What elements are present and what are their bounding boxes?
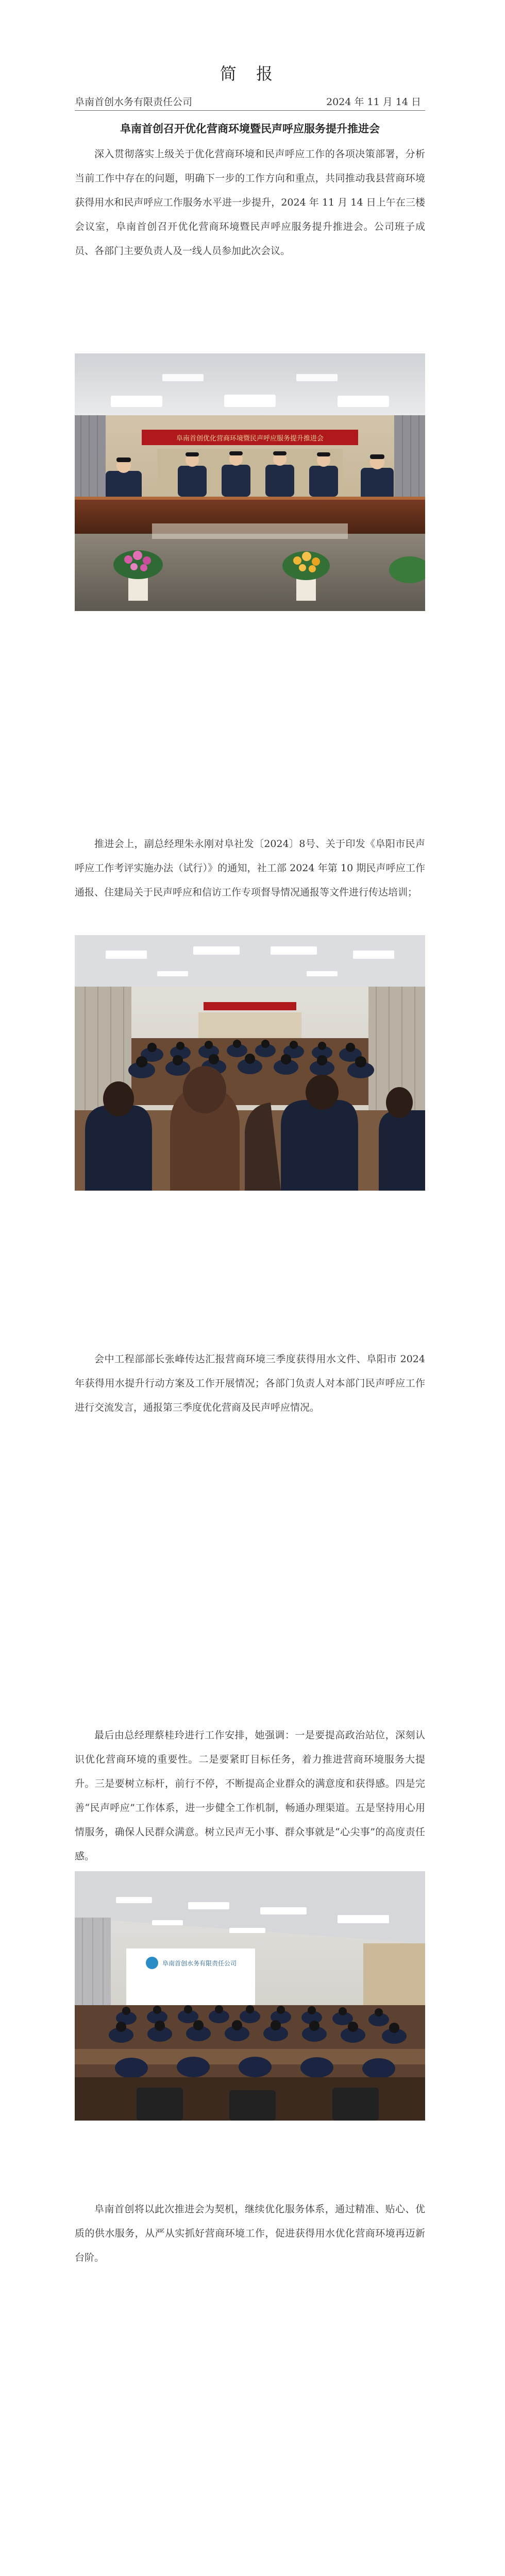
photo-1-banner: 阜南首创优化营商环境暨民声呼应服务提升推进会 (176, 435, 324, 443)
paragraph-report: 会中工程部部长张峰传达汇报营商环境三季度获得用水文件、阜阳市 2024 年获得用水提升行动方案及工作开展情况；各部门负责人对本部门民声呼应工作进行交流发言，通报第三季度优化营商及民声呼应情况。 (75, 1353, 425, 1413)
meeting-photo-wide (75, 1871, 425, 2121)
bulletin-meta (75, 94, 425, 110)
meeting-photo-rostrum (75, 353, 425, 611)
header-divider (75, 110, 425, 111)
issue-date: 2024 年 11 月 14 日 (326, 96, 421, 108)
paragraph-closing: 阜南首创将以此次推进会为契机，继续优化服务体系，通过精准、贴心、优质的供水服务，从严从实抓好营商环境工作，促进获得用水优化营商环境再迈新台阶。 (75, 2204, 425, 2263)
company-logo-icon (146, 1957, 158, 1969)
bulletin-page (75, 0, 425, 2576)
article-headline: 阜南首创召开优化营商环境暨民声呼应服务提升推进会 (120, 122, 380, 135)
photo-3-screen-text: 阜南首创水务有限责任公司 (162, 1960, 237, 1967)
paragraph-training: 推进会上，副总经理朱永刚对阜社发〔2024〕8号、关于印发《阜阳市民声呼应工作考评实施办法（试行）》的通知，社工部 2024 年第 10 期民声呼应工作通报、住建局关于民声呼应和信访工作专项督导情况通报等文件进行传达培训； (75, 838, 425, 898)
meeting-photo-audience (75, 935, 425, 1191)
paragraph-arrangement: 最后由总经理蔡桂玲进行工作安排，她强调：一是要提高政治站位，深刻认识优化营商环境的重要性。二是要紧盯目标任务，着力推进营商环境服务大提升。三是要树立标杆，前行不停，不断提高企业群众的满意度和获得感。四是完善“民声呼应”工作体系，进一步健全工作机制，畅通办理渠道。五是坚持用心用情服务，确保人民群众满意。树立民声无小事、群众事就是“心尖事”的高度责任感。 (75, 1730, 425, 1862)
issuing-organization: 阜南首创水务有限责任公司 (75, 96, 193, 108)
bulletin-title: 简 报 (220, 64, 280, 83)
paragraph-intro: 深入贯彻落实上级关于优化营商环境和民声呼应工作的各项决策部署，分析当前工作中存在的问题，明确下一步的工作方向和重点，共同推动我县营商环境获得用水和民声呼应工作服务水平进一步提升，2024 年 11 月 14 日上午在三楼会议室，阜南首创召开优化营商环境暨民声呼应服务提升推进会。公司班子成员、各部门主要负责人及一线人员参加此次会议。 (75, 148, 425, 257)
